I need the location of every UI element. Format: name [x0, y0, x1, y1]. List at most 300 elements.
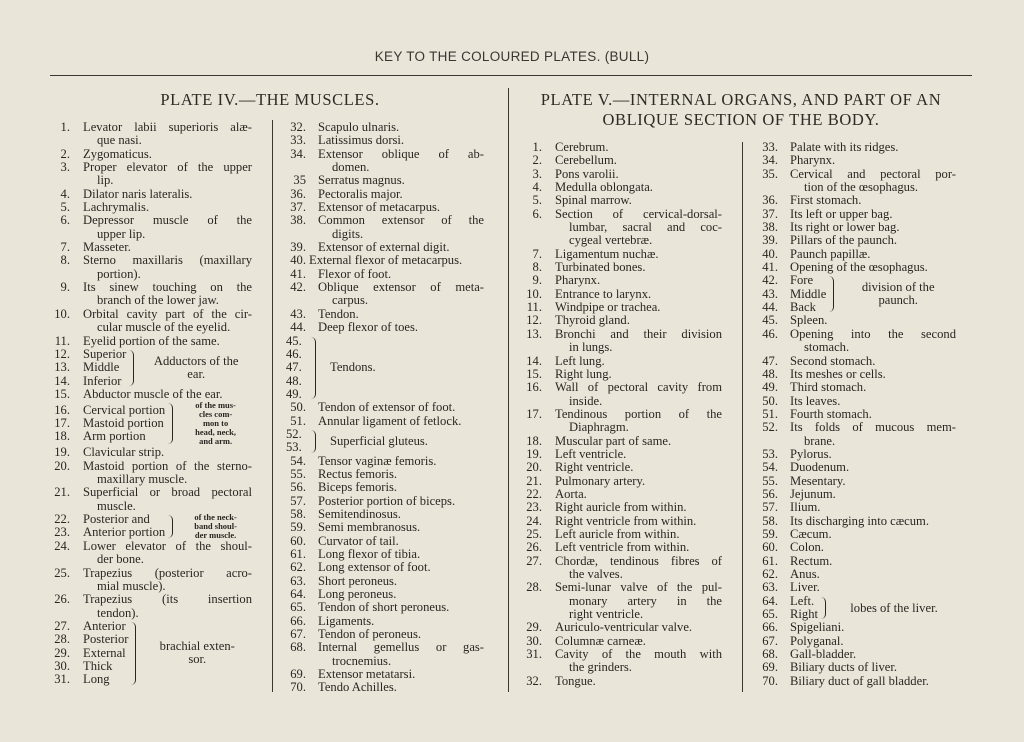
- item-text: Tendon of short peroneus.: [318, 600, 450, 615]
- item-number: 23.: [54, 525, 70, 540]
- list-item: [518, 154, 722, 167]
- item-label: External: [83, 645, 126, 660]
- item-number: 31.: [526, 647, 542, 662]
- group-rows: [758, 595, 818, 622]
- list-item: [44, 388, 252, 401]
- list-item: [286, 588, 484, 601]
- item-number: 4.: [60, 186, 70, 201]
- item-text-continuation: Diaphragm.: [569, 420, 629, 435]
- item-text-continuation: lip.: [97, 173, 114, 188]
- item-number: 56.: [290, 480, 306, 495]
- item-text: External flexor of metacarpus.: [309, 253, 463, 268]
- item-number: 21.: [54, 485, 70, 500]
- list-item: [286, 628, 484, 641]
- list-item: [518, 541, 722, 554]
- item-text: Cerebellum.: [555, 153, 617, 168]
- item-text: Common extensor of the: [318, 213, 484, 228]
- item-number: 37.: [762, 206, 778, 221]
- item-text-continuation: brane.: [804, 433, 836, 448]
- item-number: 40.: [762, 246, 778, 261]
- item-text: Left lung.: [555, 353, 605, 368]
- item-text: First stomach.: [790, 193, 862, 208]
- item-number: 16.: [526, 380, 542, 395]
- list-item: [44, 430, 165, 443]
- item-number: 54.: [290, 453, 306, 468]
- list-item: [286, 361, 308, 374]
- list-item: [518, 261, 722, 274]
- item-text: Tendon of extensor of foot.: [318, 400, 456, 415]
- list-item: [518, 194, 722, 207]
- item-number: 10.: [526, 286, 542, 301]
- item-text: Internal gemellus or gas-: [318, 640, 484, 655]
- item-number: 39.: [762, 233, 778, 248]
- list-item: [518, 501, 722, 514]
- item-number: 47.: [762, 353, 778, 368]
- item-text: Extensor metatarsi.: [318, 667, 416, 682]
- item-number: 70.: [762, 673, 778, 688]
- item-text: Semi-lunar valve of the pul-: [555, 580, 722, 595]
- list-item: [758, 421, 956, 448]
- item-number: 57.: [290, 493, 306, 508]
- list-item: [44, 647, 128, 660]
- note-line: sor.: [188, 652, 207, 667]
- item-text: Pulmonary artery.: [555, 473, 646, 488]
- item-number: 20.: [54, 458, 70, 473]
- list-item: [758, 568, 956, 581]
- item-number: 17.: [54, 416, 70, 431]
- item-label: Middle: [790, 286, 827, 301]
- group-note: [832, 602, 956, 615]
- list-item: [286, 535, 484, 548]
- note-line: of the mus-: [195, 400, 236, 411]
- item-text: Rectum.: [790, 553, 833, 568]
- list-item: [286, 441, 308, 454]
- item-text: Its left or upper bag.: [790, 206, 893, 221]
- item-text: Opening of the œsophagus.: [790, 260, 928, 275]
- item-text: Windpipe or trachea.: [555, 300, 661, 315]
- item-number: 45.: [762, 313, 778, 328]
- list-item: [518, 248, 722, 261]
- item-number: 32.: [526, 673, 542, 688]
- note-line: brachial exten-: [159, 639, 235, 654]
- brace-icon: [167, 403, 173, 444]
- item-number: 6.: [532, 206, 542, 221]
- item-text: Pectoralis major.: [318, 186, 403, 201]
- list-item: [44, 335, 252, 348]
- note-line: ear.: [187, 366, 206, 381]
- group-note: [179, 513, 252, 540]
- item-number: 66.: [762, 620, 778, 635]
- item-number: 48.: [286, 373, 302, 388]
- item-text: Second stomach.: [790, 353, 876, 368]
- list-item: [758, 621, 956, 634]
- item-text: Biceps femoris.: [318, 480, 398, 495]
- item-number: 9.: [532, 273, 542, 288]
- group-rows: [286, 428, 308, 455]
- item-number: 35.: [762, 166, 778, 181]
- item-text: Tensor vaginæ femoris.: [318, 453, 437, 468]
- note-line: Superficial gluteus.: [330, 433, 428, 448]
- item-text: Its folds of mucous mem-: [790, 420, 956, 435]
- column-divider: [742, 142, 743, 692]
- item-number: 55.: [290, 466, 306, 481]
- list-item: [286, 508, 484, 521]
- list-item: [286, 348, 308, 361]
- item-text: Polyganal.: [790, 633, 844, 648]
- item-number: 19.: [526, 446, 542, 461]
- item-number: 5.: [532, 193, 542, 208]
- list-item: [758, 528, 956, 541]
- item-number: 56.: [762, 486, 778, 501]
- list-item: [518, 355, 722, 368]
- list-item: [518, 208, 722, 248]
- plate-iv-title: PLATE IV.—THE MUSCLES.: [160, 90, 380, 109]
- item-text: Dilator naris lateralis.: [83, 186, 193, 201]
- item-number: 55.: [762, 473, 778, 488]
- note-line: head, neck,: [195, 427, 237, 438]
- item-text-continuation: stomach.: [804, 340, 850, 355]
- item-number: 48.: [762, 366, 778, 381]
- item-text: Ilium.: [790, 500, 821, 515]
- item-text: Right ventricle.: [555, 460, 634, 475]
- item-text: Right ventricle from within.: [555, 513, 697, 528]
- item-number: 63.: [290, 573, 306, 588]
- item-text: Colon.: [790, 540, 824, 555]
- list-item: [286, 668, 484, 681]
- list-item: [286, 241, 484, 254]
- item-text: Left auricle from within.: [555, 526, 680, 541]
- list-item: [44, 404, 165, 417]
- item-text: Fourth stomach.: [790, 406, 872, 421]
- item-label: Thick: [83, 659, 113, 674]
- list-item: [518, 435, 722, 448]
- item-text: Opening into the second: [790, 326, 956, 341]
- list-item: [286, 481, 484, 494]
- list-item: [44, 633, 128, 646]
- column-divider: [272, 120, 273, 692]
- group-rows: [44, 348, 126, 388]
- group-note: [840, 281, 956, 307]
- item-text: Its sinew touching on the: [83, 280, 252, 295]
- item-text: Posterior portion of biceps.: [318, 493, 456, 508]
- item-text-continuation: in lungs.: [569, 340, 613, 355]
- list-item: [758, 501, 956, 514]
- item-number: 34.: [290, 146, 306, 161]
- bracketed-group: [286, 335, 484, 402]
- item-label: Long: [83, 672, 110, 687]
- list-item: [758, 448, 956, 461]
- list-item: [286, 641, 484, 668]
- item-number: 44.: [290, 320, 306, 335]
- item-text: Cæcum.: [790, 526, 832, 541]
- list-item: [286, 121, 484, 134]
- item-text: Cavity of the mouth with: [555, 647, 722, 662]
- item-text: Right auricle from within.: [555, 500, 687, 515]
- item-number: 13.: [54, 360, 70, 375]
- list-item: [518, 274, 722, 287]
- list-item: [758, 301, 826, 314]
- list-item: [286, 428, 308, 441]
- item-number: 7.: [532, 246, 542, 261]
- bracketed-group: [44, 401, 252, 446]
- item-number: 3.: [532, 166, 542, 181]
- list-item: [286, 681, 484, 694]
- item-number: 29.: [54, 645, 70, 660]
- item-text-continuation: inside.: [569, 393, 603, 408]
- item-number: 70.: [290, 680, 306, 695]
- item-text: Trapezius (posterior acro-: [83, 565, 252, 580]
- list-item: [758, 328, 956, 355]
- list-item: [286, 468, 484, 481]
- item-number: 46.: [286, 346, 302, 361]
- item-text-continuation: mial muscle).: [97, 578, 166, 593]
- item-text: Mastoid portion of the sterno-: [83, 458, 252, 473]
- brace-icon: [130, 622, 136, 685]
- item-number: 14.: [54, 373, 70, 388]
- item-number: 29.: [526, 620, 542, 635]
- note-line: lobes of the liver.: [850, 600, 938, 615]
- item-number: 3.: [60, 160, 70, 175]
- group-note: [142, 640, 252, 666]
- item-number: 4.: [532, 180, 542, 195]
- plate-v-title-line1: PLATE V.—INTERNAL ORGANS, AND PART OF AN: [540, 90, 942, 109]
- item-number: 12.: [54, 346, 70, 361]
- list-item: [286, 495, 484, 508]
- item-text: Cerebrum.: [555, 140, 609, 154]
- item-text-continuation: domen.: [332, 160, 370, 175]
- item-number: 10.: [54, 306, 70, 321]
- list-item: [518, 488, 722, 501]
- item-text: Curvator of tail.: [318, 533, 399, 548]
- item-text-continuation: maxillary muscle.: [97, 471, 188, 486]
- item-text-continuation: tendon).: [97, 605, 139, 620]
- item-text: Clavicular strip.: [83, 445, 165, 460]
- list-item: [758, 488, 956, 501]
- list-item: [758, 221, 956, 234]
- item-text: Liver.: [790, 580, 820, 595]
- note-line: Adductors of the: [153, 353, 239, 368]
- list-item: [286, 335, 308, 348]
- item-text: Jejunum.: [790, 486, 836, 501]
- item-number: 60.: [762, 540, 778, 555]
- item-number: 41.: [290, 266, 306, 281]
- item-number: 28.: [54, 632, 70, 647]
- item-text: Pillars of the paunch.: [790, 233, 898, 248]
- list-item: [758, 234, 956, 247]
- item-text: Zygomaticus.: [83, 146, 152, 161]
- item-text: Pons varolii.: [555, 166, 619, 181]
- list-item: [518, 288, 722, 301]
- list-item: [758, 461, 956, 474]
- item-text: Bronchi and their division: [555, 326, 722, 341]
- item-number: 38.: [290, 213, 306, 228]
- group-note: [322, 435, 484, 448]
- group-note: [140, 355, 252, 381]
- item-text-continuation: tion of the œsophagus.: [804, 180, 919, 195]
- list-item: [758, 355, 956, 368]
- item-label: Posterior and: [83, 512, 150, 527]
- item-number: 37.: [290, 200, 306, 215]
- list-item: [758, 395, 956, 408]
- list-item: [518, 635, 722, 648]
- group-note: [322, 361, 484, 374]
- item-number: 62.: [762, 567, 778, 581]
- item-text: Lachrymalis.: [83, 200, 150, 215]
- item-text: Long peroneus.: [318, 587, 397, 602]
- item-text: Spigeliani.: [790, 620, 845, 635]
- item-number: 69.: [762, 660, 778, 675]
- list-item: [758, 595, 818, 608]
- list-item: [44, 161, 252, 188]
- note-line: band shoul-: [194, 520, 237, 531]
- item-text-continuation: the grinders.: [569, 660, 632, 675]
- item-text: Columnæ carneæ.: [555, 633, 646, 648]
- item-text: Its right or lower bag.: [790, 220, 900, 235]
- list-item: [758, 274, 826, 287]
- item-text: Right lung.: [555, 366, 612, 381]
- group-rows: [44, 513, 165, 540]
- note-line: and arm.: [199, 436, 233, 447]
- item-number: 47.: [286, 360, 302, 375]
- plate-divider: [508, 88, 509, 692]
- list-item: [758, 261, 956, 274]
- item-text: Paunch papillæ.: [790, 246, 871, 261]
- item-number: 61.: [290, 547, 306, 561]
- note-line: cles com-: [198, 409, 233, 420]
- list-item: [286, 188, 484, 201]
- item-number: 7.: [60, 240, 70, 255]
- item-text: Deep flexor of toes.: [318, 320, 419, 335]
- list-item: [286, 308, 484, 321]
- list-item: [758, 581, 956, 594]
- item-text-continuation: upper lip.: [97, 226, 146, 241]
- list-item: [44, 417, 165, 430]
- list-item: [518, 461, 722, 474]
- item-text-continuation: trocnemius.: [332, 653, 392, 668]
- item-text: Levator labii superioris alæ-: [83, 120, 252, 134]
- item-text-continuation: monary artery in the: [569, 593, 722, 608]
- item-text: Orbital cavity part of the cir-: [83, 306, 252, 321]
- item-text: Turbinated bones.: [555, 260, 646, 275]
- item-text: Aorta.: [555, 486, 587, 501]
- item-number: 8.: [532, 260, 542, 275]
- list-item: [286, 254, 484, 267]
- item-label: Left.: [790, 593, 815, 608]
- item-number: 49.: [762, 380, 778, 395]
- item-text: Extensor oblique of ab-: [318, 146, 484, 161]
- list-item: [44, 148, 252, 161]
- item-number: 11.: [54, 333, 70, 348]
- item-number: 50.: [762, 393, 778, 408]
- item-number: 33.: [762, 140, 778, 154]
- item-text: Proper elevator of the upper: [83, 160, 252, 175]
- plate-v-title-line2: OBLIQUE SECTION OF THE BODY.: [602, 110, 880, 129]
- item-text-continuation: right ventricle.: [569, 607, 644, 622]
- item-number: 5.: [60, 200, 70, 215]
- list-item: [758, 288, 826, 301]
- list-item: [758, 368, 956, 381]
- item-number: 26.: [54, 592, 70, 607]
- item-text: Latissimus dorsi.: [318, 133, 405, 148]
- item-text: Spleen.: [790, 313, 828, 328]
- item-number: 14.: [526, 353, 542, 368]
- page-header: KEY TO THE COLOURED PLATES. (BULL): [374, 49, 650, 64]
- item-text: Scapulo ulnaris.: [318, 120, 400, 134]
- item-text: Third stomach.: [790, 380, 867, 395]
- list-item: [518, 141, 722, 154]
- list-item: [758, 515, 956, 528]
- list-item: [44, 201, 252, 214]
- item-number: 52.: [286, 426, 302, 441]
- group-rows: [758, 274, 826, 314]
- item-label: Right: [790, 607, 818, 622]
- item-number: 20.: [526, 460, 542, 475]
- item-text: Tongue.: [555, 673, 596, 688]
- item-text: Abductor muscle of the ear.: [83, 386, 223, 401]
- group-rows: [44, 620, 128, 687]
- brace-icon: [820, 597, 826, 620]
- group-note: [179, 401, 252, 446]
- item-label: Superior: [83, 346, 127, 361]
- item-number: 25.: [54, 565, 70, 580]
- item-number: 19.: [54, 445, 70, 460]
- list-item: [758, 154, 956, 167]
- list-item: [286, 401, 484, 414]
- item-text: Muscular part of same.: [555, 433, 672, 448]
- item-text-continuation: muscle.: [97, 498, 136, 513]
- item-text: Cervical and pectoral por-: [790, 166, 956, 181]
- item-number: 16.: [54, 402, 70, 417]
- item-text: Its leaves.: [790, 393, 841, 408]
- header-rule: [50, 75, 972, 76]
- list-item: [758, 314, 956, 327]
- brace-icon: [310, 430, 316, 453]
- list-item: [758, 208, 956, 221]
- item-text: Palate with its ridges.: [790, 140, 899, 154]
- item-label: Anterior: [83, 619, 126, 633]
- list-item: [758, 381, 956, 394]
- item-number: 53.: [286, 440, 302, 455]
- item-label: Posterior: [83, 632, 129, 647]
- list-item: [758, 648, 956, 661]
- item-number: 30.: [54, 659, 70, 674]
- list-item: [44, 214, 252, 241]
- list-item: [758, 168, 956, 195]
- list-item: [286, 174, 484, 187]
- item-text-continuation: branch of the lower jaw.: [97, 293, 219, 308]
- item-number: 36.: [762, 193, 778, 208]
- item-number: 46.: [762, 326, 778, 341]
- item-number: 52.: [762, 420, 778, 435]
- item-text: Anus.: [790, 567, 820, 581]
- list-item: [286, 615, 484, 628]
- list-item: [518, 368, 722, 381]
- item-text: Left ventricle from within.: [555, 540, 690, 555]
- list-item: [518, 515, 722, 528]
- item-number: 67.: [762, 633, 778, 648]
- list-item: [44, 673, 128, 686]
- item-number: 64.: [762, 593, 778, 608]
- list-item: [758, 608, 818, 621]
- brace-icon: [828, 276, 834, 312]
- brace-icon: [167, 515, 173, 538]
- list-item: [286, 521, 484, 534]
- note-line: paunch.: [878, 293, 918, 308]
- item-text-continuation: que nasi.: [97, 133, 142, 148]
- item-text: Spinal marrow.: [555, 193, 632, 208]
- list-item: [758, 408, 956, 421]
- list-item: [286, 321, 484, 334]
